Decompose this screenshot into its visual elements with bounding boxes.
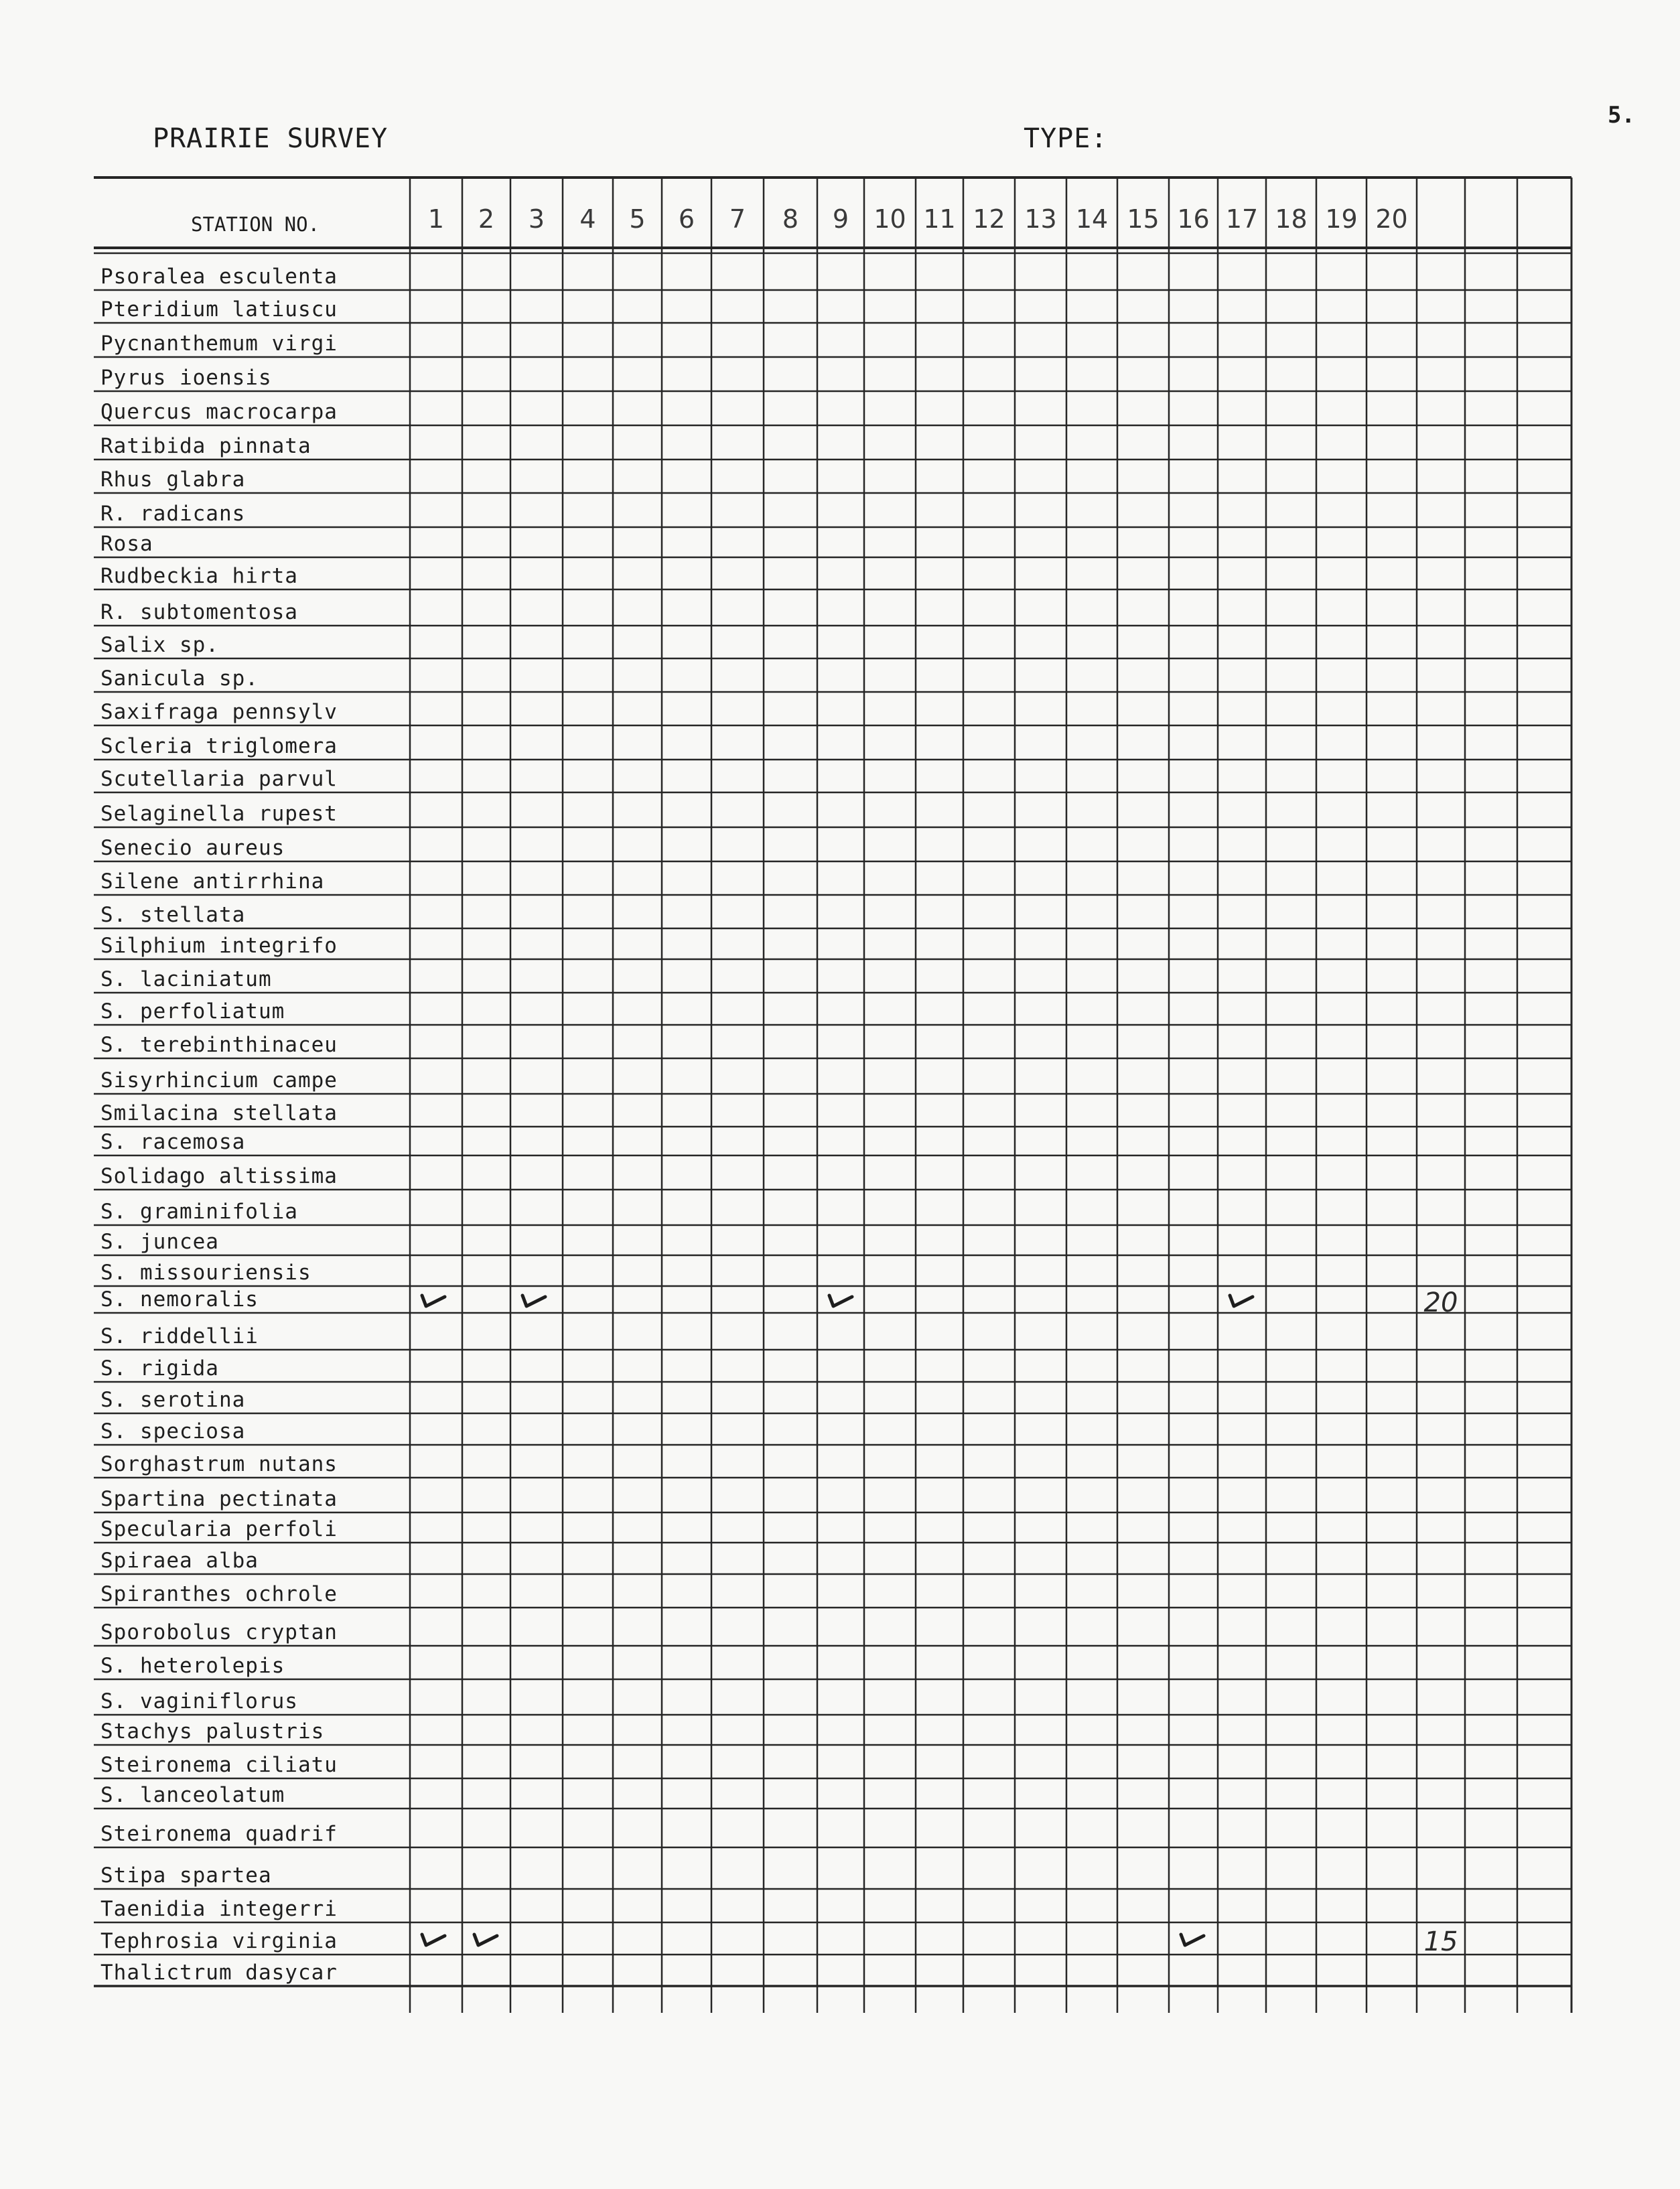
type-label: TYPE:: [1024, 123, 1108, 154]
station-number-19: 19: [1325, 204, 1358, 234]
species-label: S. juncea: [100, 1230, 219, 1254]
species-label: Scleria triglomera: [100, 734, 338, 758]
species-label: Sporobolus cryptan: [100, 1620, 338, 1644]
species-label: S. vaginiflorus: [100, 1689, 298, 1713]
station-number-11: 11: [923, 204, 956, 234]
species-label: Steironema quadrif: [100, 1822, 338, 1846]
station-header-label: STATION NO.: [191, 213, 320, 236]
species-label: Steironema ciliatu: [100, 1753, 338, 1777]
species-label: S. speciosa: [100, 1419, 246, 1443]
total-entry: 15: [1423, 1926, 1458, 1957]
species-label: S. perfoliatum: [100, 999, 285, 1023]
check-mark: [522, 1295, 545, 1306]
species-label: Thalictrum dasycar: [100, 1961, 338, 1985]
species-label: Salix sp.: [100, 633, 219, 657]
species-label: Saxifraga pennsylv: [100, 700, 338, 724]
species-label: Scutellaria parvul: [100, 767, 338, 791]
check-mark: [1230, 1295, 1253, 1306]
species-label: S. graminifolia: [100, 1200, 298, 1224]
station-number-14: 14: [1075, 204, 1109, 234]
species-label: Stipa spartea: [100, 1863, 272, 1888]
species-label: Silene antirrhina: [100, 869, 325, 894]
station-number-20: 20: [1375, 204, 1408, 234]
species-label: Taenidia integerri: [100, 1897, 338, 1921]
station-number-5: 5: [629, 204, 646, 234]
species-label: Sanicula sp.: [100, 666, 259, 691]
species-label: Ratibida pinnata: [100, 434, 311, 458]
species-label: Spiranthes ochrole: [100, 1582, 338, 1606]
station-number-2: 2: [478, 204, 495, 234]
species-label: Specularia perfoli: [100, 1517, 338, 1541]
species-label: S. racemosa: [100, 1130, 246, 1154]
station-number-10: 10: [873, 204, 906, 234]
check-mark: [422, 1934, 445, 1945]
species-label: R. subtomentosa: [100, 600, 298, 624]
survey-title: PRAIRIE SURVEY: [153, 123, 389, 154]
species-label: Solidago altissima: [100, 1164, 338, 1188]
station-number-17: 17: [1225, 204, 1259, 234]
station-number-9: 9: [832, 204, 849, 234]
station-number-1: 1: [427, 204, 445, 234]
total-entry: 20: [1423, 1287, 1458, 1318]
station-number-4: 4: [579, 204, 596, 234]
species-label: S. heterolepis: [100, 1654, 285, 1678]
check-mark: [829, 1295, 852, 1306]
species-label: Rudbeckia hirta: [100, 564, 298, 588]
species-label: Silphium integrifo: [100, 934, 338, 958]
species-label: Smilacina stellata: [100, 1101, 338, 1125]
species-label: Rhus glabra: [100, 468, 246, 492]
species-label: Sisyrhincium campe: [100, 1068, 338, 1092]
species-label: S. laciniatum: [100, 967, 272, 991]
station-number-13: 13: [1024, 204, 1057, 234]
page-number: 5.: [1608, 102, 1635, 129]
species-label: S. rigida: [100, 1356, 219, 1381]
species-label: Tephrosia virginia: [100, 1929, 338, 1953]
station-number-6: 6: [678, 204, 695, 234]
species-label: S. missouriensis: [100, 1261, 311, 1285]
check-mark: [474, 1934, 497, 1945]
station-number-15: 15: [1127, 204, 1160, 234]
species-label: S. nemoralis: [100, 1287, 259, 1312]
species-label: Spiraea alba: [100, 1549, 259, 1573]
species-label: Sorghastrum nutans: [100, 1452, 338, 1476]
station-number-18: 18: [1275, 204, 1308, 234]
check-mark: [1181, 1934, 1204, 1945]
species-label: S. lanceolatum: [100, 1783, 285, 1807]
species-label: Senecio aureus: [100, 836, 285, 860]
species-label: S. stellata: [100, 903, 246, 927]
species-label: Pteridium latiuscu: [100, 297, 338, 322]
species-label: Rosa: [100, 532, 153, 556]
species-label: Stachys palustris: [100, 1719, 325, 1744]
station-number-7: 7: [729, 204, 746, 234]
species-label: R. radicans: [100, 502, 246, 526]
station-number-8: 8: [782, 204, 799, 234]
species-label: S. serotina: [100, 1388, 246, 1412]
species-label: Pyrus ioensis: [100, 366, 272, 390]
check-mark: [422, 1295, 445, 1306]
species-label: Selaginella rupest: [100, 802, 338, 826]
species-label: S. terebinthinaceu: [100, 1033, 338, 1057]
station-number-12: 12: [973, 204, 1005, 234]
species-label: S. riddellii: [100, 1324, 259, 1348]
station-number-3: 3: [528, 204, 545, 234]
species-label: Pycnanthemum virgi: [100, 332, 338, 356]
station-number-16: 16: [1177, 204, 1210, 234]
species-label: Psoralea esculenta: [100, 265, 338, 289]
species-label: Spartina pectinata: [100, 1487, 338, 1511]
species-label: Quercus macrocarpa: [100, 400, 338, 424]
